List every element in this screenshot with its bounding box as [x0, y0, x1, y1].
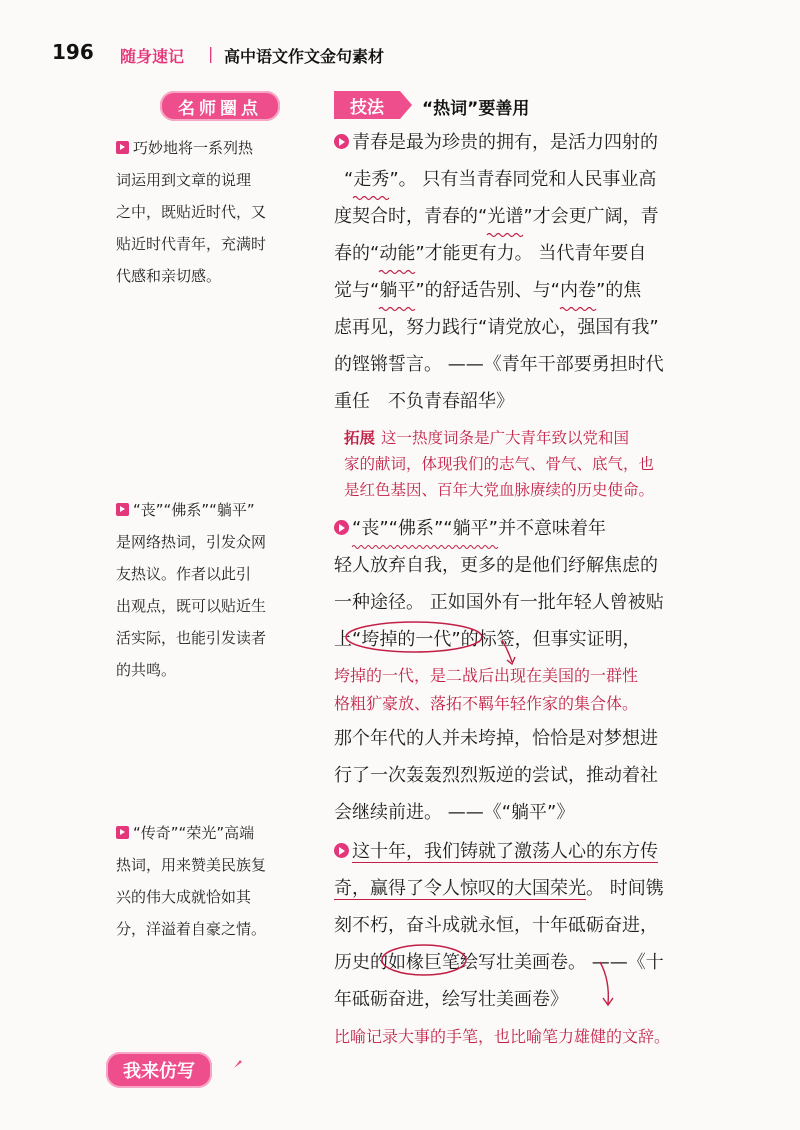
passage-text: ”才会更广阔，青	[523, 206, 659, 227]
side-note-2	[116, 494, 316, 686]
passage-text: ”才能更有力。 当代青年要自	[415, 243, 647, 264]
passage-line: 会继续前进。 ——《“躺平”》	[334, 802, 575, 823]
note-line: 友热议。作者以此引	[116, 565, 252, 583]
annotation-arrow-icon	[596, 960, 618, 1008]
hotword-dongneng: 动能	[379, 235, 415, 272]
circled-phrase: 如椽巨笔	[388, 944, 460, 981]
side-note-1	[116, 132, 316, 292]
expand-line: 家的献词，体现我们的志气、骨气、底气，也	[344, 455, 655, 473]
side-note-3	[116, 817, 316, 945]
passage-line: 刻不朽，奋斗成就永恒，十年砥砺奋进，	[334, 915, 658, 936]
hotwords-sang-foxi-tangping: “丧”“佛系”“躺平”	[352, 510, 498, 547]
passage-2	[334, 510, 734, 658]
passage-text: 度契合时，青春的“	[334, 206, 488, 227]
pen-nib-icon	[232, 1058, 244, 1070]
note-arrow-icon	[116, 826, 129, 839]
passage-line: 重任 不负青春韶华》	[334, 391, 514, 412]
passage-text: ”。 只有当青春同党和人民事业高	[389, 169, 657, 190]
handwritten-metaphor-note: 比喻记录大事的手笔，也比喻笔力雄健的文辞。	[334, 1027, 671, 1046]
note-line: 分，洋溢着自豪之情。	[116, 920, 267, 938]
hotword-neijuan: 内卷	[560, 272, 596, 309]
passage-line: 轻人放弃自我，更多的是他们纾解焦虑的	[334, 555, 658, 576]
hotword-guangpu: 光谱	[487, 198, 523, 235]
hand-line: 垮掉的一代，是二战后出现在美国的一群性	[334, 666, 639, 685]
hotword-tangping: 躺平	[379, 272, 415, 309]
expand-line: 是红色基因、百年大党血脉赓续的历史使命。	[344, 481, 655, 499]
passage-line: 虑再见，努力践行“请党放心，强国有我”	[334, 317, 659, 338]
note-line: 贴近时代青年，充满时	[116, 235, 267, 253]
passage-line: 行了一次轰轰烈烈叛逆的尝试，推动着社	[334, 765, 658, 786]
passage-text: 春的“	[334, 243, 380, 264]
note-line: “丧”“佛系”“躺平”	[133, 501, 255, 519]
play-bullet-icon	[334, 134, 349, 149]
note-line: 出观点，既可以贴近生	[116, 597, 267, 615]
circle-annotation	[346, 619, 486, 655]
note-line: 代感和亲切感。	[116, 267, 222, 285]
technique-badge-arrow	[400, 91, 412, 119]
passage-text: 觉与“	[334, 280, 380, 301]
passage-text: 。 时间镌	[586, 878, 664, 899]
header-separator: |	[208, 44, 214, 63]
passage-line: 年砥砺奋进，绘写壮美画卷》	[334, 989, 568, 1010]
expand-note	[344, 425, 744, 503]
passage-text: 并不意味着年	[497, 518, 606, 539]
hotword-zouxiu: 走秀	[353, 161, 389, 198]
book-title: 随身速记	[120, 47, 185, 66]
master-comment-badge: 名师圈点	[160, 91, 280, 121]
passage-line: 这十年，我们铸就了激荡人心的东方传	[352, 841, 658, 862]
imitate-badge: 我来仿写	[106, 1052, 212, 1088]
page-number: 196	[52, 40, 94, 64]
note-line: “传奇”“荣光”高端	[133, 824, 255, 842]
note-arrow-icon	[116, 503, 129, 516]
note-line: 巧妙地将一系列热	[133, 139, 254, 157]
circled-phrase: “垮掉的一代”	[352, 621, 461, 658]
expand-line: 这一热度词条是广大青年致以党和国	[381, 429, 630, 447]
passage-2-continued	[334, 720, 734, 831]
note-arrow-icon	[116, 141, 129, 154]
passage-line: 一种途径。 正如国外有一批年轻人曾被贴	[334, 592, 664, 613]
expand-label: 拓展	[344, 428, 376, 447]
passage-text: 上	[334, 629, 352, 650]
handwritten-definition	[334, 662, 754, 718]
technique-badge: 技法	[334, 91, 400, 119]
note-line: 活实际，也能引发读者	[116, 629, 267, 647]
passage-1	[334, 124, 734, 420]
passage-line: 青春是最为珍贵的拥有，是活力四射的	[352, 132, 658, 153]
play-bullet-icon	[334, 520, 349, 535]
book-subtitle: 高中语文作文金句素材	[224, 47, 385, 66]
passage-text: ”的舒适告别、与“	[415, 280, 560, 301]
passage-line: 那个年代的人并未垮掉，恰恰是对梦想进	[334, 728, 658, 749]
passage-text: “	[344, 169, 354, 190]
passage-line: 的铿锵誓言。 ——《青年干部要勇担时代	[334, 354, 664, 375]
note-line: 是网络热词，引发众网	[116, 533, 267, 551]
passage-text: 的标签，但事实证明，	[460, 629, 641, 650]
hand-line: 格粗犷豪放、落拓不羁年轻作家的集合体。	[334, 694, 639, 713]
technique-title: “热词”要善用	[422, 99, 530, 119]
passage-3	[334, 833, 734, 1018]
passage-text: 奇，赢得了令人惊叹的大国荣光	[334, 878, 586, 899]
note-line: 之中，既贴近时代，又	[116, 203, 267, 221]
note-line: 的共鸣。	[116, 661, 177, 679]
passage-text: 历史的	[334, 952, 388, 973]
passage-text: ”的焦	[595, 280, 642, 301]
play-bullet-icon	[334, 843, 349, 858]
circle-annotation	[382, 942, 470, 978]
passage-text: 绘写壮美画卷。 ——《十	[460, 952, 664, 973]
note-line: 兴的伟大成就恰如其	[116, 888, 252, 906]
note-line: 热词，用来赞美民族复	[116, 856, 267, 874]
note-line: 词运用到文章的说理	[116, 171, 252, 189]
